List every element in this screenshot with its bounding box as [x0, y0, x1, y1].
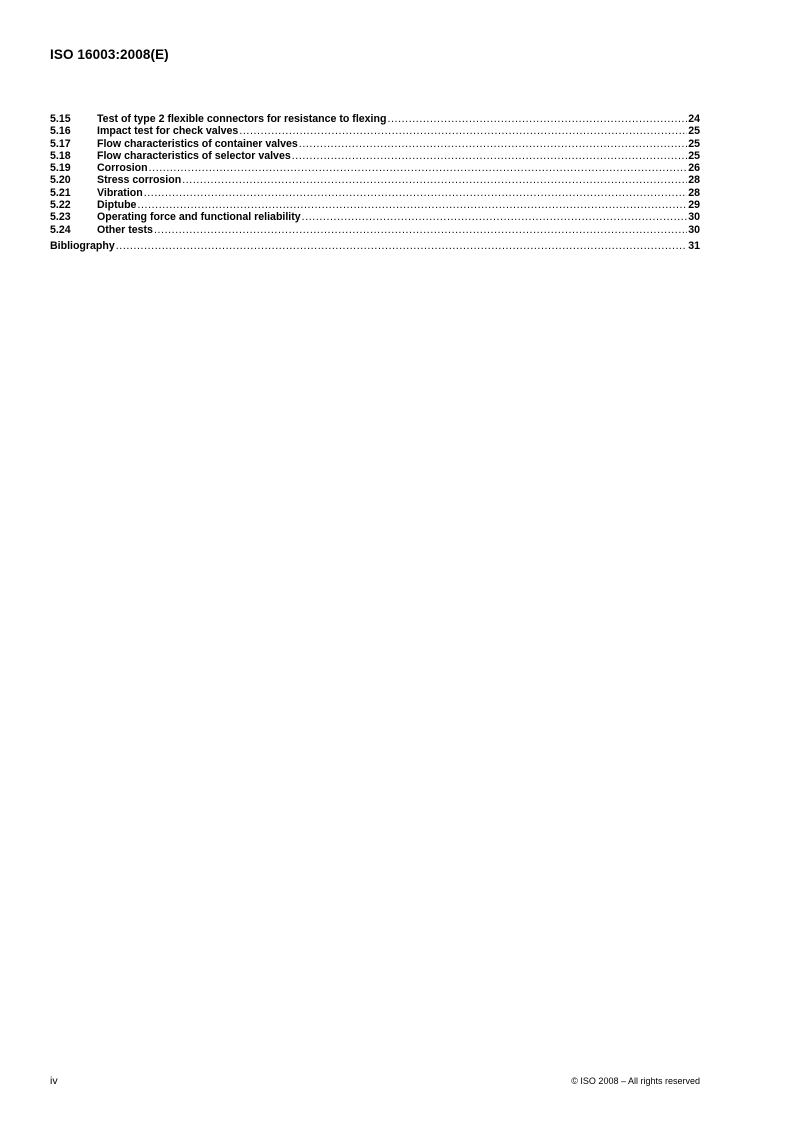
toc-entry-page: 25	[688, 149, 700, 162]
toc-entry-number: 5.24	[50, 223, 71, 236]
toc-entry-number: 5.16	[50, 125, 71, 138]
toc-entry-title: Bibliography	[50, 239, 115, 252]
toc-entry-5-23[interactable]	[50, 211, 700, 223]
toc-dot-leader	[298, 138, 687, 150]
toc-entry-page: 25	[688, 137, 700, 150]
toc-entry-5-21[interactable]	[50, 187, 700, 199]
toc-entry-5-22[interactable]	[50, 199, 700, 211]
toc-entry-page: 30	[688, 223, 700, 236]
toc-entry-page: 26	[688, 162, 700, 175]
toc-dot-leader	[301, 211, 688, 223]
toc-entry-title: Stress corrosion	[97, 174, 182, 187]
toc-entry-5-19[interactable]	[50, 162, 700, 174]
toc-dot-leader	[181, 174, 687, 186]
toc-entry-title: Flow characteristics of container valves	[97, 137, 298, 150]
toc-entry-page: 28	[688, 186, 700, 199]
toc-entry-number: 5.23	[50, 211, 71, 224]
toc-entry-5-17[interactable]	[50, 138, 700, 150]
toc-entry-number: 5.15	[50, 113, 71, 125]
toc-dot-leader	[143, 187, 687, 199]
table-of-contents	[50, 113, 700, 252]
toc-entry-title: Test of type 2 flexible connectors for resistance to flexing	[97, 113, 387, 125]
toc-entry-5-24[interactable]	[50, 224, 700, 236]
document-header: ISO 16003:2008(E)	[50, 47, 169, 62]
toc-entry-5-18[interactable]	[50, 150, 700, 162]
footer-copyright: © ISO 2008 – All rights reserved	[571, 1076, 700, 1086]
toc-entry-number: 5.17	[50, 137, 71, 150]
toc-dot-leader	[238, 125, 687, 137]
toc-entry-title: Operating force and functional reliability	[97, 211, 301, 224]
toc-entry-number: 5.22	[50, 199, 71, 212]
toc-entry-5-20[interactable]	[50, 174, 700, 186]
toc-entry-number: 5.19	[50, 162, 71, 175]
toc-entry-title: Flow characteristics of selector valves	[97, 149, 291, 162]
toc-entry-title: Corrosion	[97, 162, 148, 175]
toc-entry-page: 30	[688, 211, 700, 224]
toc-entry-page: 28	[688, 174, 700, 187]
toc-dot-leader	[386, 113, 687, 125]
toc-entry-bibliography[interactable]	[50, 240, 700, 252]
toc-dot-leader	[136, 199, 687, 211]
toc-dot-leader	[153, 224, 687, 236]
toc-entry-number: 5.18	[50, 149, 71, 162]
toc-dot-leader	[291, 150, 687, 162]
toc-entry-page: 25	[688, 125, 700, 138]
toc-entry-title: Vibration	[97, 186, 143, 199]
toc-entry-number: 5.21	[50, 186, 71, 199]
toc-entry-5-15[interactable]	[50, 113, 700, 125]
footer-page-number: iv	[50, 1075, 58, 1087]
toc-entry-title: Impact test for check valves	[97, 125, 239, 138]
toc-dot-leader	[148, 162, 688, 174]
toc-entry-page: 29	[688, 199, 700, 212]
toc-dot-leader	[115, 240, 687, 252]
toc-entry-title: Other tests	[97, 223, 153, 236]
toc-entry-title: Diptube	[97, 199, 137, 212]
toc-entry-page: 24	[688, 113, 700, 125]
toc-entry-page: 31	[688, 239, 700, 252]
toc-entry-number: 5.20	[50, 174, 71, 187]
toc-entry-5-16[interactable]	[50, 125, 700, 137]
